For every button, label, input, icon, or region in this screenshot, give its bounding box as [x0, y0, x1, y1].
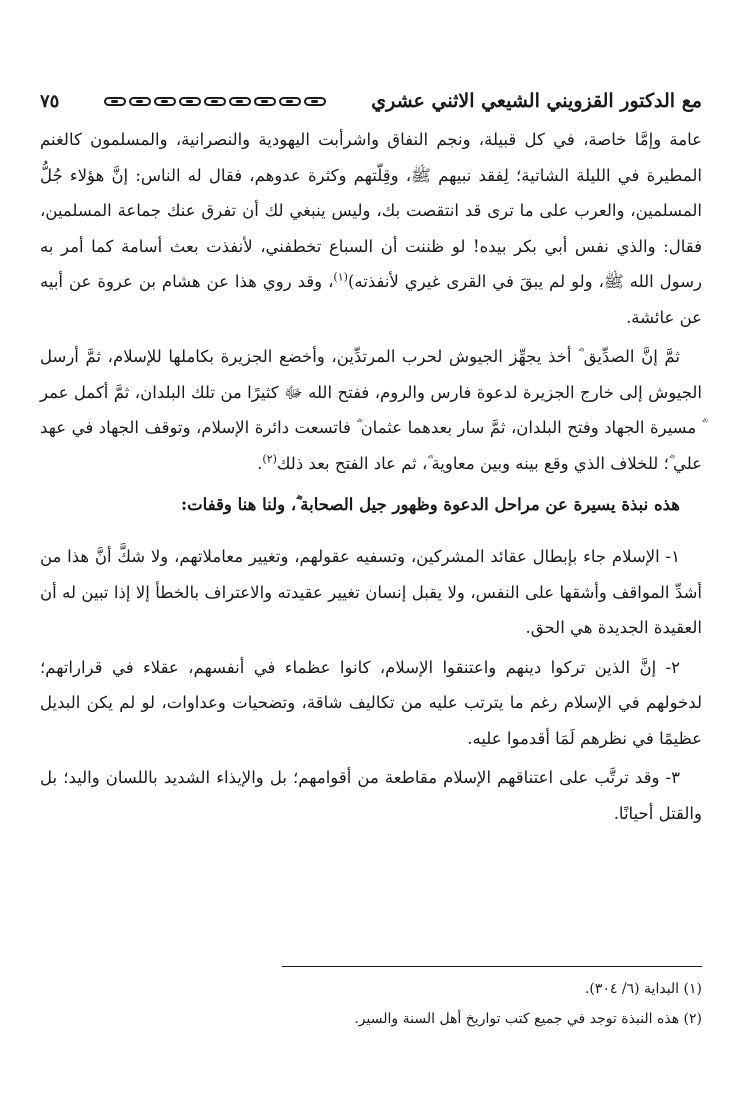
- page-content: [40, 84, 702, 831]
- ornament-link: [229, 97, 251, 106]
- point-3: ٣- وقد ترتَّب على اعتناقهم الإسلام مقاطعة من أقوامهم؛ بل والإيذاء الشديد باللسان واليد؛ بل والقتل أحيانًا.: [40, 768, 702, 823]
- ornament-link: [129, 97, 151, 106]
- running-header: [40, 84, 702, 118]
- ornament-link: [254, 97, 276, 106]
- page-number: ٧٥: [40, 90, 60, 112]
- footnotes: [40, 974, 702, 1034]
- paragraph-2: [40, 339, 702, 481]
- ornament-link: [179, 97, 201, 106]
- ornament-link: [279, 97, 301, 106]
- header-ornament: [65, 97, 365, 106]
- paragraph-1: [40, 122, 702, 335]
- ornament-link: [304, 97, 326, 106]
- paragraph-1-tail: ، وقد روي هذا عن هشام بن عروة عن أبيه عن عائشة.: [40, 272, 702, 327]
- point-2: ٢- إنَّ الذين تركوا دينهم واعتنقوا الإسلام، كانوا عظماء في أنفسهم، عقلاء في قراراتهم؛ لدخولهم في الإسلام رغم ما يترتب عليه من تكاليف شاقة، وتضحيات وعداوات، لو لم يكن البديل عظيمًا في نظرهم لَمَا أقدموا عليه.: [40, 657, 702, 748]
- ornament-link: [104, 97, 126, 106]
- point-1: ١- الإسلام جاء بإبطال عقائد المشركين، وتسفيه عقولهم، وتغيير معاملاتهم، ولا شكَّ أنَّ هذا من أشدِّ المواقف وأشقها على النفس، ولا يقبل إنسان تغيير عقيدته والاعتراف بالخطأ إلا إذا تبين له أن العقيدة الجديدة هي الحق.: [40, 547, 702, 637]
- footnote-1: (١) البداية (٦/ ٣٠٤).: [584, 981, 702, 997]
- paragraph-2-text: ثمَّ إنَّ الصدِّيق ؓ أخذ يجهِّز الجيوش لحرب المرتدِّين، وأخضع الجزيرة بكاملها للإسلام، ثمَّ أرسل الجيوش إلى خارج الجزيرة لدعوة فارس والروم، ففتح الله ﷻ كثيرًا من تلك البلدان، ثمَّ أكمل عمر ؓ مسيرة الجهاد وفتح البلدان، ثمَّ سار بعدهما عثمان ؓ فاتسعت دائرة الإسلام، وتوقف الجهاد في عهد علي ؓ؛ للخلاف الذي وقع بينه وبين معاوية ؓ، ثم عاد الفتح بعد ذلك: [40, 347, 702, 473]
- footnote-2: (٢) هذه النبذة توجد في جميع كتب تواريخ أهل السنة والسير.: [354, 1011, 702, 1027]
- paragraph-2-tail: .: [257, 453, 263, 473]
- ornament-link: [154, 97, 176, 106]
- footnote-divider: [282, 966, 702, 967]
- paragraph-1-text: عامة وإمَّا خاصة، في كل قبيلة، ونجم النفاق واشرأبت اليهودية والنصرانية، والمسلمون كالغنم المطيرة في الليلة الشاتية؛ لِفقد نبيهم ﷺ، وقِلّتهم وكثرة عدوهم، فقال له الناس: إنَّ هؤلاء جُلُّ المسلمين، والعرب على ما ترى قد انتقصت بك، وليس ينبغي لك أن تفرق عنك جماعة المسلمين، فقال: والذي نفس أبي بكر بيده! لو ظننت أن السباع تخطفني، لأنفذت بعث أسامة كما أمر به رسول الله ﷺ، ولو لم يبقَ في القرى غيري لأنفذته): [40, 130, 702, 291]
- header-title: مع الدكتور القزويني الشيعي الاثني عشري: [371, 90, 702, 112]
- footnote-ref-2: (٢): [262, 452, 277, 465]
- footnote-ref-1: (١): [333, 270, 348, 284]
- section-heading: هذه نبذة يسيرة عن مراحل الدعوة وظهور جيل الصحابة ؓ، ولنا هنا وقفات:: [181, 495, 680, 514]
- main-text: [40, 122, 702, 831]
- ornament-link: [204, 97, 226, 106]
